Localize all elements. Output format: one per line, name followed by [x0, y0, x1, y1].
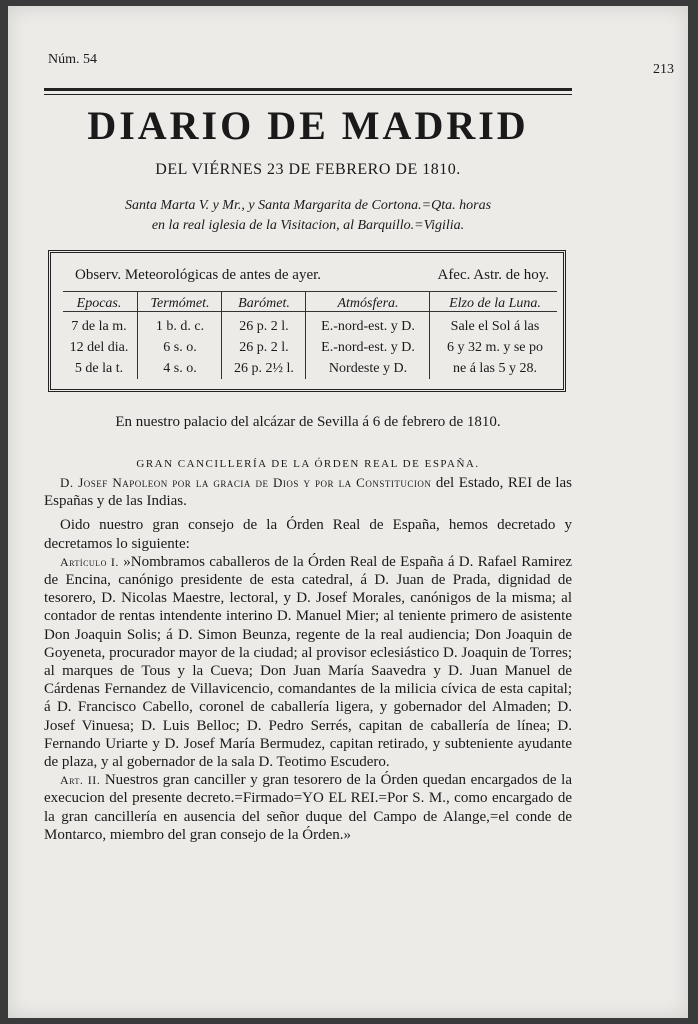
column-header: Epocas.	[76, 296, 122, 311]
table-cell: E.-nord-est. y D.	[321, 319, 415, 334]
column-divider	[137, 291, 138, 379]
saints-line-1: Santa Marta V. y Mr., y Santa Margarita de Cortona.=Qta. horas	[124, 198, 492, 213]
table-cell: 12 del dia.	[69, 340, 129, 355]
column-header: Elzo de la Luna.	[449, 296, 541, 311]
column-astro	[431, 293, 559, 379]
astro-title: Afec. Astr. de hoy.	[437, 267, 549, 283]
meteo-title: Observ. Meteorológicas de antes de ayer.	[75, 267, 322, 283]
table-cell: 26 p. 2 l.	[239, 340, 289, 355]
article-2	[44, 771, 572, 844]
table-cell: 4 s. o.	[163, 361, 197, 376]
table-cell: 1 b. d. c.	[155, 319, 205, 334]
column-header: Termómet.	[150, 296, 210, 311]
table-cell: E.-nord-est. y D.	[321, 340, 415, 355]
king-paragraph	[44, 474, 572, 510]
column-divider	[221, 291, 222, 379]
table-cell: 6 y 32 m. y se po	[446, 340, 544, 355]
section-heading: GRAN CANCILLERÍA DE LA ÓRDEN REAL DE ESPAÑA.	[136, 458, 480, 470]
king-name: D. Josef Napoleon	[60, 475, 168, 490]
issue-number: Núm. 54	[48, 52, 97, 67]
table-cell: 26 p. 2 l.	[239, 319, 289, 334]
decree-body	[44, 474, 572, 844]
newspaper-page	[8, 6, 688, 1018]
column-barometro	[223, 293, 305, 379]
article-1-label: Artículo I.	[60, 554, 119, 569]
article-2-label: Art. II.	[60, 773, 101, 788]
masthead-rule-thin	[44, 94, 572, 95]
masthead-rule-thick	[44, 88, 572, 91]
table-cell: ne á las 5 y 28.	[453, 361, 537, 376]
column-epocas	[61, 293, 137, 379]
king-title: por la gracia de Dios y por la Constitucion	[172, 475, 432, 490]
table-cell: 26 p. 2½ l.	[234, 361, 294, 376]
masthead-title: DIARIO DE MADRID	[87, 103, 529, 148]
decree-intro: Oido nuestro gran consejo de la Órden Real de España, hemos decretado y decretamos lo siguiente:	[44, 517, 572, 552]
page-number: 213	[653, 62, 674, 77]
column-header: Atmósfera.	[337, 296, 399, 311]
table-cell: Nordeste y D.	[328, 361, 408, 376]
meteorological-table	[48, 250, 566, 392]
table-cell: 6 s. o.	[163, 340, 197, 355]
saints-line-2: en la real iglesia de la Visitacion, al Barquillo.=Vigilia.	[151, 218, 465, 233]
article-2-text: Nuestros gran canciller y gran tesorero de la Órden quedan encargados de la execucion del presente decreto.=Firmado=YO EL REI.=Por S. M., como encargado de la gran cancillería en ausencia del señor duque del Campo de Alange,=el conde de Montarco, miembro del gran consejo de la Órden.»	[44, 772, 572, 843]
table-cell: Sale el Sol á las	[450, 319, 540, 334]
column-divider	[305, 291, 306, 379]
saints-of-the-day	[58, 196, 558, 236]
king-rest: del Estado, REI de las Españas y de las Indias.	[44, 475, 573, 510]
issue-date: DEL VIÉRNES 23 DE FEBRERO DE 1810.	[155, 161, 461, 178]
column-atmosfera	[307, 293, 429, 379]
column-termometro	[139, 293, 221, 379]
column-divider	[429, 291, 430, 379]
column-header: Barómet.	[238, 296, 290, 311]
table-cell: 7 de la m.	[71, 319, 127, 334]
article-1	[44, 553, 572, 771]
article-1-text: »Nombramos caballeros de la Órden Real de España á D. Rafael Ramirez de Encina, canónigo presidente de esta catedral, á D. Juan de Prada, dignidad de tesorero, D. Nicolas Maestre, lectoral, y D. Josef Morales, canónigos de la misma; al contador de rentas intendente interino D. Manuel Mier; al teniente primero de asistente Don Joaquin Solis; á D. Simon Beunza, regente de la real audiencia; Don Joaquin de Goyeneta, procurador mayor de la ciudad; al provisor eclesiástico D. Joaquin de Torres; al marques de Tous y la Cueva; Don Juan María Saavedra y D. Juan Manuel de Cárdenas Fernandez de Villavicencio, comandantes de la milicia cívica de esta capital; á D. Francisco Cabello, coronel de caballería ligera, y gobernador del Almaden; D. Josef Vinuesa; D. Luis Belloc; D. Pedro Serrés, capitan de caballería de línea; D. Fernando Uriarte y D. Josef María Bermudez, capitan retirado, y subteniente ayudante de plaza, y al gobernador de la sala D. Teotimo Escudero.	[44, 553, 573, 771]
table-cell: 5 de la t.	[74, 361, 124, 376]
place-and-date: En nuestro palacio del alcázar de Sevilla á 6 de febrero de 1810.	[115, 414, 501, 430]
